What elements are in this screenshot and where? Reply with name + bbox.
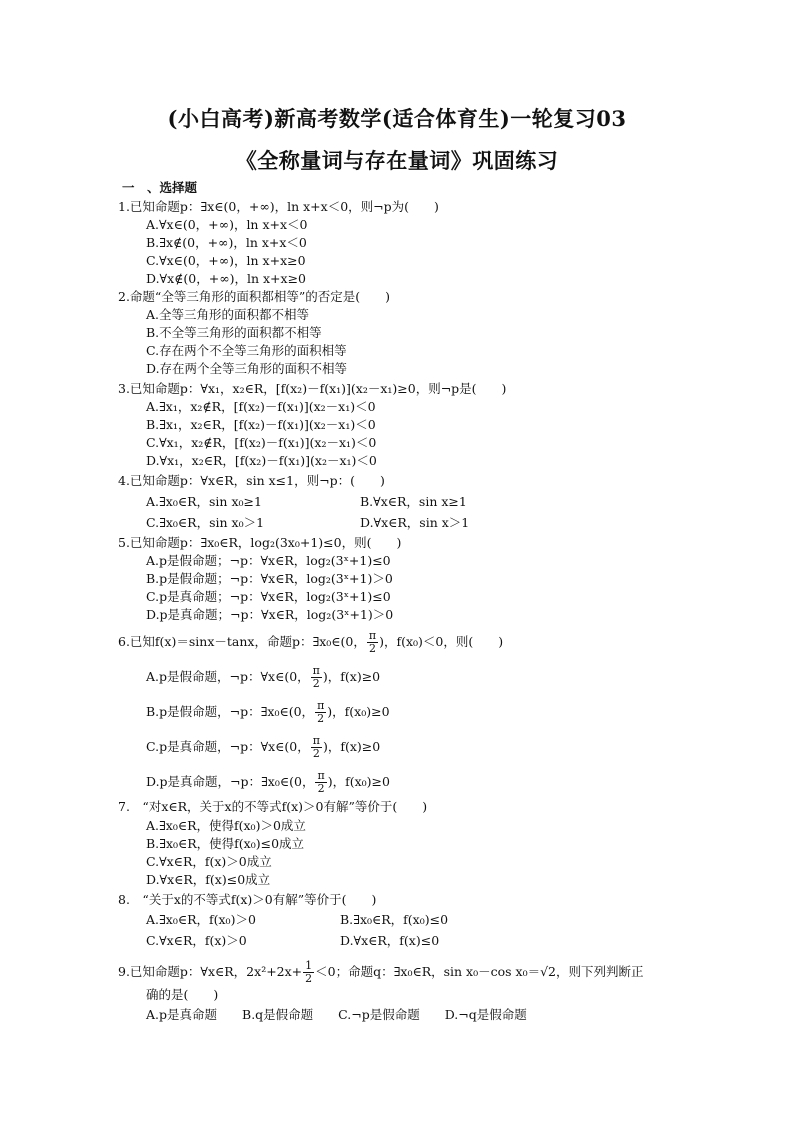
fraction-pi-over-2 xyxy=(367,630,378,655)
question-7-option-d: D.∀x∈R，f(x)≤0成立 xyxy=(146,872,271,887)
question-3-option-b: B.∃x₁，x₂∈R，[f(x₂)－f(x₁)](x₂－x₁)＜0 xyxy=(146,417,376,432)
question-1-option-a: A.∀x∈(0，+∞)，ln x+x＜0 xyxy=(146,217,308,232)
question-6-option-a xyxy=(146,663,380,691)
fraction-pi-over-2 xyxy=(315,700,326,725)
question-2-stem: 2.命题“全等三角形的面积都相等”的否定是( ) xyxy=(118,289,390,304)
option-tail: )，f(x₀)≥0 xyxy=(327,774,390,789)
question-1-option-c: C.∀x∈(0，+∞)，ln x+x≥0 xyxy=(146,253,306,268)
question-9-options: A.p是真命题 B.q是假命题 C.¬p是假命题 D.¬q是假命题 xyxy=(146,1007,527,1022)
question-2-option-c: C.存在两个不全等三角形的面积相等 xyxy=(146,343,347,358)
question-5-option-d: D.p是真命题；¬p：∀x∈R，log₂(3ˣ+1)＞0 xyxy=(146,607,394,622)
question-5-option-b: B.p是假命题；¬p：∀x∈R，log₂(3ˣ+1)＞0 xyxy=(146,571,393,586)
worksheet-subtitle: 《全称量词与存在量词》巩固练习 xyxy=(235,148,559,173)
question-1-stem: 1.已知命题p：∃x∈(0，+∞)，ln x+x＜0，则¬p为( ) xyxy=(118,199,439,214)
question-7-stem: 7. “对x∈R，关于x的不等式f(x)＞0有解”等价于( ) xyxy=(118,799,428,814)
question-1-option-b: B.∃x∉(0，+∞)，ln x+x＜0 xyxy=(146,235,307,250)
question-5-stem: 5.已知命题p：∃x₀∈R，log₂(3x₀+1)≤0，则( ) xyxy=(118,535,402,550)
question-9-stem xyxy=(118,958,644,986)
question-6-stem-text: 6.已知f(x)＝sinx－tanx，命题p：∃x₀∈(0， xyxy=(118,634,366,649)
question-7-option-c: C.∀x∈R，f(x)＞0成立 xyxy=(146,854,272,869)
question-8-option-b: B.∃x₀∈R，f(x₀)≤0 xyxy=(340,912,449,927)
question-6-option-c xyxy=(146,733,380,761)
question-3-option-c: C.∀x₁，x₂∉R，[f(x₂)－f(x₁)](x₂－x₁)＜0 xyxy=(146,435,377,450)
numerator: 1 xyxy=(305,959,313,972)
numerator: π xyxy=(312,734,320,747)
denominator: 2 xyxy=(317,712,325,725)
question-6-option-b xyxy=(146,698,390,726)
question-8-stem: 8. “关于x的不等式f(x)＞0有解”等价于( ) xyxy=(118,892,377,907)
question-4-option-c: C.∃x₀∈R，sin x₀＞1 xyxy=(146,515,265,530)
question-4-option-a: A.∃x₀∈R，sin x₀≥1 xyxy=(146,494,262,509)
numerator: π xyxy=(317,769,325,782)
question-3-option-a: A.∃x₁，x₂∉R，[f(x₂)－f(x₁)](x₂－x₁)＜0 xyxy=(146,399,376,414)
denominator: 2 xyxy=(312,677,320,690)
fraction-pi-over-2 xyxy=(311,665,322,690)
question-7-option-a: A.∃x₀∈R，使得f(x₀)＞0成立 xyxy=(146,818,306,833)
numerator: π xyxy=(368,629,377,642)
option-text: A.p是假命题，¬p：∀x∈(0， xyxy=(146,669,310,684)
question-8-option-a: A.∃x₀∈R，f(x₀)＞0 xyxy=(146,912,256,927)
question-6-stem-tail: )，f(x₀)＜0，则( ) xyxy=(379,634,504,649)
fraction-pi-over-2 xyxy=(315,770,326,795)
question-4-option-b: B.∀x∈R，sin x≥1 xyxy=(360,494,467,509)
question-2-option-b: B.不全等三角形的面积都不相等 xyxy=(146,325,322,340)
section-heading: 一 、选择题 xyxy=(122,180,198,195)
option-tail: )，f(x₀)≥0 xyxy=(327,704,390,719)
numerator: π xyxy=(312,664,320,677)
question-2-option-d: D.存在两个全等三角形的面积不相等 xyxy=(146,361,348,376)
question-3-option-d: D.∀x₁，x₂∈R，[f(x₂)－f(x₁)](x₂－x₁)＜0 xyxy=(146,453,377,468)
question-9-stem-line2: 确的是( ) xyxy=(146,987,219,1002)
question-9-stem-tail: ＜0；命题q：∃x₀∈R，sin x₀－cos x₀＝√2，则下列判断正 xyxy=(315,964,644,979)
fraction-pi-over-2 xyxy=(311,735,322,760)
option-tail: )，f(x)≥0 xyxy=(322,739,381,754)
question-6-option-d xyxy=(146,768,390,796)
question-3-stem: 3.已知命题p：∀x₁，x₂∈R，[f(x₂)－f(x₁)](x₂－x₁)≥0，则¬p是( ) xyxy=(118,381,507,396)
option-text: D.p是真命题，¬p：∃x₀∈(0， xyxy=(146,774,315,789)
option-text: C.p是真命题，¬p：∀x∈(0， xyxy=(146,739,310,754)
fraction-one-half xyxy=(303,960,314,985)
question-4-stem: 4.已知命题p：∀x∈R，sin x≤1，则¬p：( ) xyxy=(118,473,385,488)
question-8-option-d: D.∀x∈R，f(x)≤0 xyxy=(340,933,440,948)
denominator: 2 xyxy=(368,642,376,655)
question-1-option-d: D.∀x∉(0，+∞)，ln x+x≥0 xyxy=(146,271,307,286)
question-2-option-a: A.全等三角形的面积都不相等 xyxy=(146,307,310,322)
question-6-stem xyxy=(118,628,503,656)
numerator: π xyxy=(317,699,325,712)
option-tail: )，f(x)≥0 xyxy=(322,669,381,684)
denominator: 2 xyxy=(305,972,313,985)
worksheet-title: (小白高考)新高考数学(适合体育生)一轮复习03 xyxy=(167,106,627,131)
denominator: 2 xyxy=(317,782,325,795)
question-7-option-b: B.∃x₀∈R，使得f(x₀)≤0成立 xyxy=(146,836,305,851)
question-4-option-d: D.∀x∈R，sin x＞1 xyxy=(360,515,470,530)
question-5-option-a: A.p是假命题；¬p：∀x∈R，log₂(3ˣ+1)≤0 xyxy=(146,553,391,568)
option-text: B.p是假命题，¬p：∃x₀∈(0， xyxy=(146,704,315,719)
denominator: 2 xyxy=(312,747,320,760)
question-8-option-c: C.∀x∈R，f(x)＞0 xyxy=(146,933,247,948)
question-9-stem-text: 9.已知命题p：∀x∈R，2x²+2x+ xyxy=(118,964,303,979)
question-5-option-c: C.p是真命题；¬p：∀x∈R，log₂(3ˣ+1)≤0 xyxy=(146,589,391,604)
